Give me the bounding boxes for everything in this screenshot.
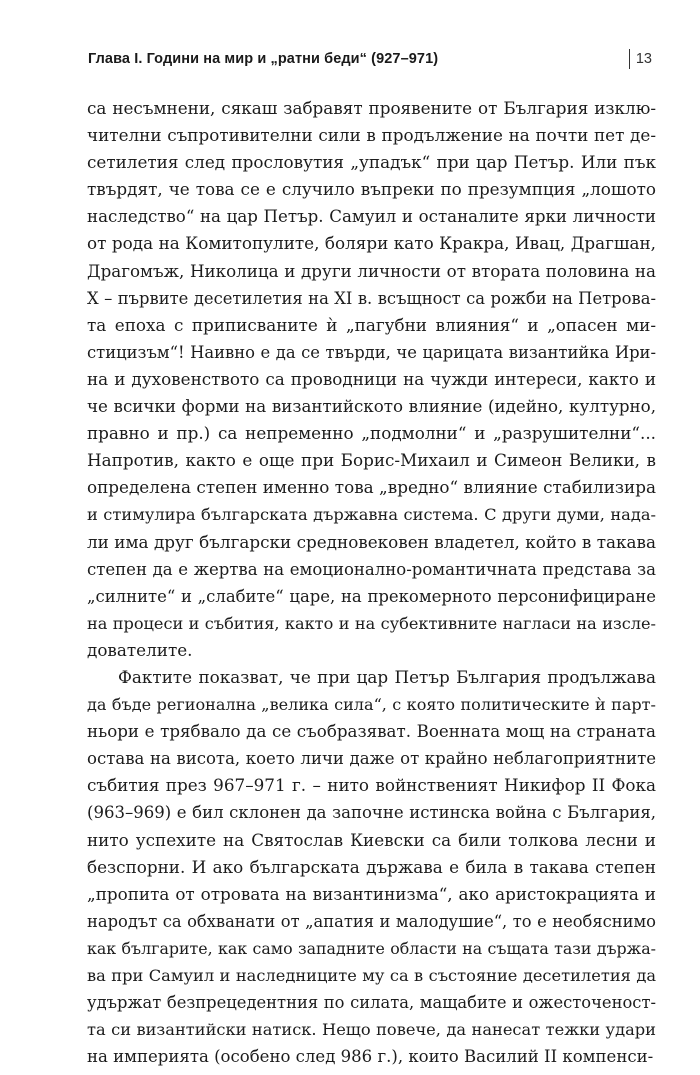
text-line: безспорни. И ако българската държава е била в такава степен: [87, 856, 656, 877]
text-line: и стимулира българската държавна система. С други думи, нада-: [87, 505, 656, 525]
text-line: събития през 967–971 г. – нито войнственият Никифор II Фока: [87, 775, 656, 796]
text-line: стицизъм“! Наивно е да се твърди, че царицата византийка Ири-: [87, 342, 656, 362]
text-line: ньори е трябвало да се съобразяват. Военната мощ на страната: [87, 722, 656, 742]
text-line: твърдят, че това се е случило въпреки по презумпция „лошото: [87, 179, 656, 200]
text-line: ли има друг български средновековен владетел, който в такава: [87, 531, 656, 552]
text-line: та си византийски натиск. Нещо повече, да нанесат тежки удари: [87, 1020, 656, 1040]
text-line: наследство“ на цар Петър. Самуил и останалите ярки личности: [87, 207, 656, 227]
text-line: на и духовенството са проводници на чужди интереси, както и: [87, 368, 656, 389]
text-line: са несъмнени, сякаш забравят проявените от България изклю-: [87, 98, 656, 118]
text-line: нито успехите на Святослав Киевски са били толкова лесни и: [87, 829, 656, 850]
text-line: как българите, как само западните области на същата тази държа-: [87, 938, 656, 958]
page-number: 13: [635, 51, 652, 67]
text-line: определена степен именно това „вредно“ влияние стабилизира: [87, 477, 656, 498]
body-text: [87, 95, 656, 1070]
text-line: сетилетия след прословутия „упадък“ при цар Петър. Или пък: [87, 152, 656, 173]
text-line: (963–969) е бил склонен да започне истинска война с България,: [87, 803, 656, 823]
paragraph: [87, 664, 656, 1070]
text-line: правно и пр.) са непременно „подмолни“ и „разрушителни“...: [87, 423, 656, 444]
text-line: че всички форми на византийското влияние (идейно, културно,: [87, 397, 656, 417]
text-line: Фактите показват, че при цар Петър България продължава: [118, 666, 656, 687]
text-line: от рода на Комитопулите, боляри като Кракра, Ивац, Драгшан,: [87, 233, 656, 254]
text-line: на процеси и събития, както и на субективните нагласи на изсле-: [87, 613, 656, 633]
text-line: на империята (особено след 986 г.), които Василий II компенси-: [87, 1047, 654, 1067]
running-header: [88, 47, 652, 71]
text-line: народът са обхванати от „апатия и малодушие“, то е необяснимо: [87, 911, 656, 931]
text-line: удържат безпрецедентния по силата, мащабите и ожесточеност-: [87, 993, 656, 1013]
paragraph: [87, 95, 656, 664]
text-line: „пропита от отровата на византинизма“, ако аристокрацията и: [87, 883, 656, 904]
header-divider: [629, 49, 630, 69]
text-line: та епоха с приписваните ѝ „пагубни влияния“ и „опасен ми-: [87, 314, 656, 335]
text-line: Напротив, както е още при Борис-Михаил и Симеон Велики, в: [87, 450, 656, 471]
text-line: „силните“ и „слабите“ царе, на прекомерното персонифициране: [87, 586, 656, 606]
text-line: остава на висота, което личи даже от крайно неблагоприятните: [87, 749, 656, 769]
text-line: да бъде регионална „велика сила“, с която политическите ѝ парт-: [87, 695, 656, 715]
page-number-block: [629, 47, 652, 71]
text-line: чителни съпротивителни сили в продължение на почти пет де-: [87, 125, 656, 146]
text-line: дователите.: [87, 639, 193, 660]
text-line: Драгомъж, Николица и други личности от втората половина на: [87, 260, 656, 281]
text-line: Х – първите десетилетия на XI в. всъщност са рожби на Петрова-: [87, 288, 656, 308]
text-line: степен да е жертва на емоционално-романтичната представа за: [87, 559, 656, 579]
running-title: Глава I. Години на мир и „ратни беди“ (927–971): [88, 51, 439, 67]
text-line: ва при Самуил и наследниците му са в състояние десетилетия да: [87, 966, 656, 985]
